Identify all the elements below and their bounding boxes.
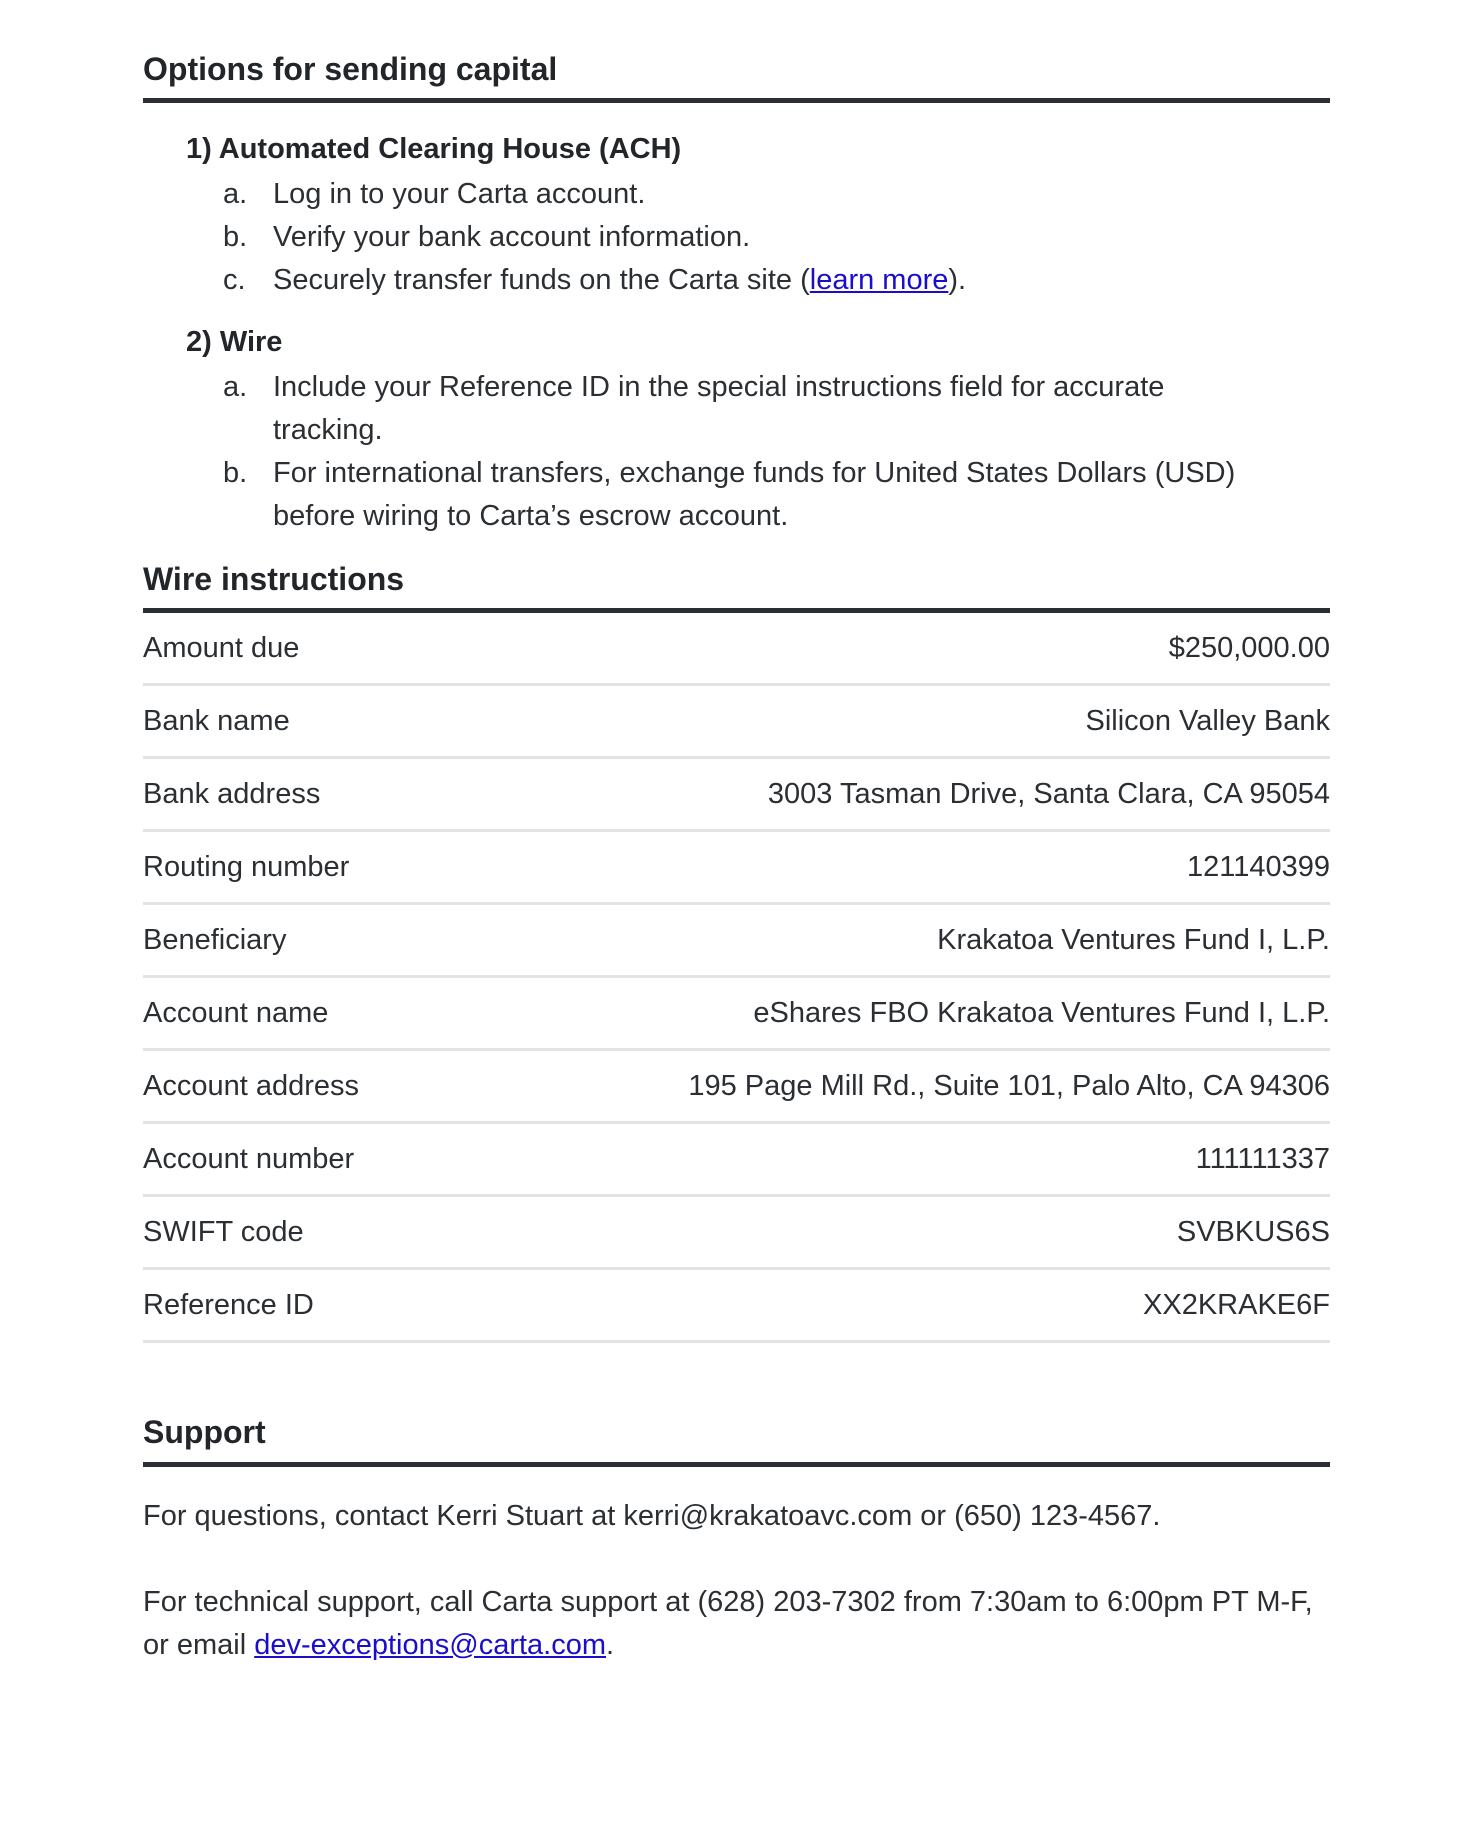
ach-heading: 1) Automated Clearing House (ACH): [186, 133, 682, 166]
table-row: [143, 1270, 1330, 1343]
ach-steps: [186, 173, 1330, 302]
row-label: Amount due: [143, 631, 300, 664]
row-label: Reference ID: [143, 1288, 314, 1321]
list-text-after: ).: [948, 264, 967, 297]
support-contact-text: For questions, contact Kerri Stuart at kerri@krakatoavc.com or (650) 123-4567.: [143, 1499, 1161, 1532]
support-technical-before: For technical support, call Carta support at (628) 203-7302 from 7:30am to 6:00pm PT M-F, or email: [143, 1585, 1313, 1661]
wire-instructions-table: [143, 613, 1330, 1343]
row-label: Routing number: [143, 850, 350, 883]
content: [143, 50, 1330, 1667]
row-value: 121140399: [1186, 850, 1330, 883]
list-marker: c.: [223, 264, 246, 297]
row-value: Krakatoa Ventures Fund I, L.P.: [937, 923, 1330, 956]
row-value: eShares FBO Krakatoa Ventures Fund I, L.P.: [753, 996, 1330, 1029]
list-text: [273, 259, 1330, 302]
sending-capital-title: Options for sending capital: [143, 50, 1330, 103]
table-row: [143, 1051, 1330, 1124]
list-item: [223, 259, 1330, 302]
row-value: 195 Page Mill Rd., Suite 101, Palo Alto, CA 94306: [688, 1069, 1330, 1102]
table-row: [143, 905, 1330, 978]
row-value: 111111337: [1195, 1142, 1330, 1175]
list-text-before: Securely transfer funds on the Carta site (: [273, 264, 810, 297]
table-row: [143, 759, 1330, 832]
list-text: Include your Reference ID in the special instructions field for accurate tracking.: [273, 370, 1165, 446]
row-value: Silicon Valley Bank: [1085, 704, 1330, 737]
support-technical-after: .: [606, 1628, 615, 1661]
list-marker: b.: [223, 456, 248, 489]
support-title: Support: [143, 1413, 1330, 1466]
row-label: SWIFT code: [143, 1215, 304, 1248]
table-row: [143, 1124, 1330, 1197]
row-value: XX2KRAKE6F: [1143, 1288, 1330, 1321]
table-row: [143, 1197, 1330, 1270]
wire-heading: 2) Wire: [186, 326, 283, 359]
row-label: Bank address: [143, 777, 321, 810]
row-value: 3003 Tasman Drive, Santa Clara, CA 95054: [767, 777, 1330, 810]
support-technical-text: [143, 1581, 1330, 1667]
wire-instructions-title: Wire instructions: [143, 560, 1330, 613]
row-label: Account address: [143, 1069, 360, 1102]
table-row: [143, 978, 1330, 1051]
row-label: Beneficiary: [143, 923, 287, 956]
table-row: [143, 686, 1330, 759]
row-label: Bank name: [143, 704, 290, 737]
list-marker: a.: [223, 370, 248, 403]
wire-steps: [186, 366, 1330, 538]
table-row: [143, 613, 1330, 686]
row-value: SVBKUS6S: [1176, 1215, 1330, 1248]
list-item: [223, 452, 1330, 538]
sending-options: [143, 131, 1330, 537]
list-item: [223, 216, 1330, 259]
row-value: $250,000.00: [1168, 631, 1330, 664]
list-text: For international transfers, exchange funds for United States Dollars (USD) before wiring to Carta’s escrow account.: [273, 456, 1236, 532]
table-row: [143, 832, 1330, 905]
list-item: [223, 366, 1330, 452]
list-marker: a.: [223, 178, 248, 211]
list-text: Log in to your Carta account.: [273, 178, 646, 211]
row-label: Account name: [143, 996, 329, 1029]
row-label: Account number: [143, 1142, 355, 1175]
list-text: Verify your bank account information.: [273, 221, 751, 254]
support-email-link[interactable]: dev-exceptions@carta.com: [254, 1628, 607, 1661]
learn-more-link[interactable]: learn more: [809, 264, 949, 297]
list-marker: b.: [223, 221, 248, 254]
list-item: [223, 173, 1330, 216]
